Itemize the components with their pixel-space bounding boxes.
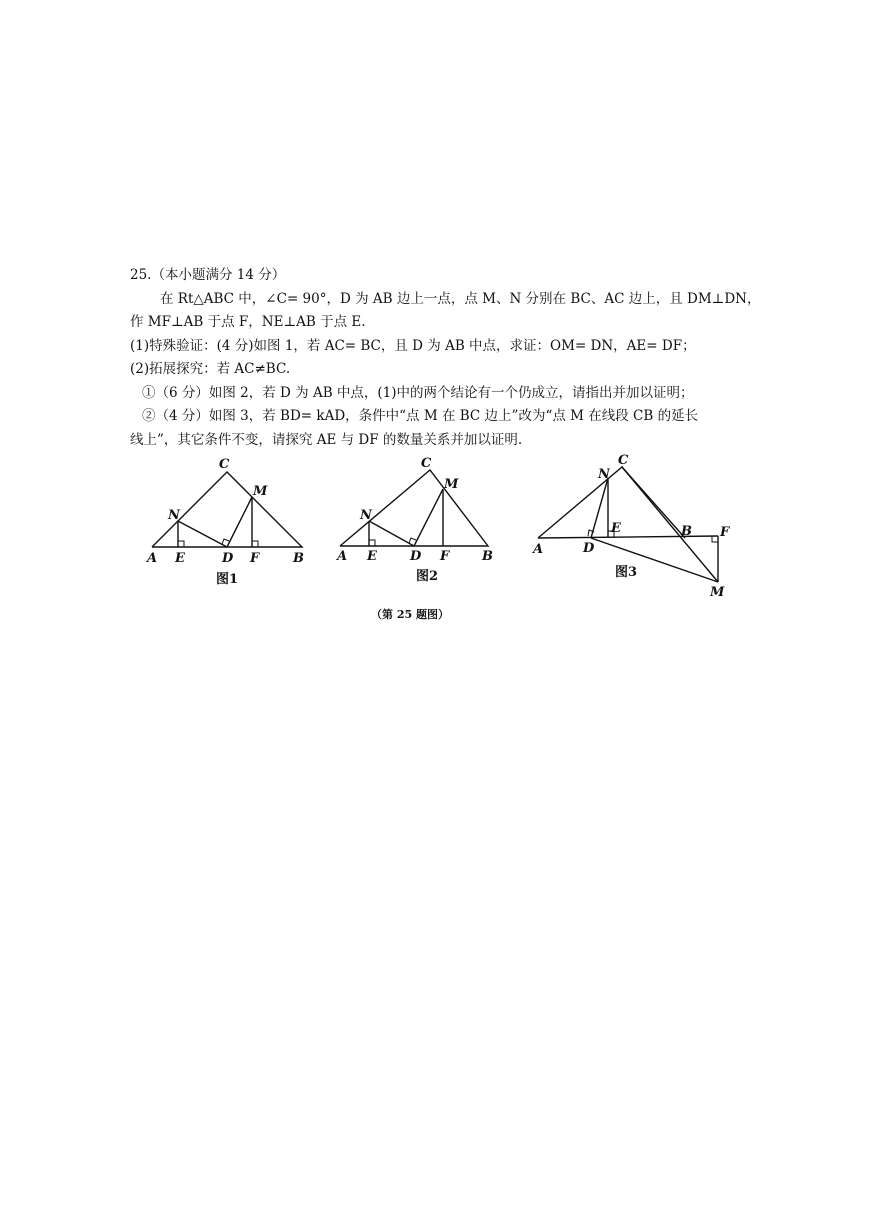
problem-header bbox=[130, 264, 750, 288]
figure-caption: （第 25 题图） bbox=[371, 608, 449, 621]
fig2-segment-DM bbox=[414, 489, 443, 546]
fig3-label-A: A bbox=[533, 542, 544, 557]
problem-part-2: (2)拓展探究：若 AC≠BC. bbox=[130, 361, 291, 377]
fig1-right-angle-D bbox=[222, 539, 229, 544]
fig2-right-angle-E bbox=[369, 540, 375, 546]
fig1-right-angle-F bbox=[252, 541, 258, 547]
fig3-label-B: B bbox=[681, 524, 692, 539]
problem-points: （本小题满分 14 分） bbox=[151, 267, 286, 283]
fig3-label-F: F bbox=[720, 525, 730, 540]
fig1-label-N: N bbox=[168, 508, 180, 523]
fig1-label-E: E bbox=[175, 551, 185, 566]
fig1-label-M: M bbox=[253, 484, 268, 499]
fig2-label-F: F bbox=[440, 549, 450, 564]
fig1-segment-DM bbox=[227, 497, 252, 547]
problem-part-1: (1)特殊验证：(4 分)如图 1，若 AC= BC，且 D 为 AB 中点，求证：OM= DN，AE= DF； bbox=[130, 337, 696, 354]
problem-number: 25. bbox=[130, 267, 152, 283]
figure-2-labels bbox=[335, 456, 493, 584]
fig3-right-angle-F bbox=[712, 536, 718, 542]
fig2-caption: 图2 bbox=[416, 569, 439, 584]
figures bbox=[130, 450, 750, 630]
fig2-label-E: E bbox=[367, 549, 377, 564]
fig3-label-M: M bbox=[710, 585, 725, 600]
fig3-segment-ND bbox=[591, 478, 608, 538]
problem-stem-2: 作 MF⊥AB 于点 F，NE⊥AB 于点 E. bbox=[130, 314, 366, 330]
problem-sub-2-line2: 线上”，其它条件不变，请探究 AE 与 DF 的数量关系并加以证明. bbox=[130, 431, 523, 448]
fig3-label-N: N bbox=[598, 467, 610, 482]
fig2-label-M: M bbox=[444, 477, 459, 492]
fig1-caption: 图1 bbox=[216, 572, 239, 587]
figure-3-labels bbox=[531, 453, 730, 600]
fig1-label-D: D bbox=[222, 551, 234, 566]
fig2-segment-ND bbox=[369, 521, 414, 546]
problem-sub-1: ①（6 分）如图 2，若 D 为 AB 中点，(1)中的两个结论有一个仍成立，请指出并加以证明； bbox=[142, 384, 694, 401]
fig3-caption: 图3 bbox=[615, 565, 638, 580]
fig3-label-E: E bbox=[611, 521, 621, 536]
fig3-label-D: D bbox=[583, 541, 595, 556]
fig2-label-D: D bbox=[410, 549, 422, 564]
fig1-label-A: A bbox=[147, 551, 158, 566]
fig1-segment-ND bbox=[178, 521, 227, 547]
fig2-label-N: N bbox=[360, 508, 372, 523]
problem-sub-2-line1: ②（4 分）如图 3，若 BD= kAD，条件中“点 M 在 BC 边上”改为“点 M 在线段 CB 的延长 bbox=[142, 408, 699, 424]
fig1-label-C: C bbox=[219, 457, 230, 472]
figure-1-labels bbox=[145, 457, 304, 587]
fig1-right-angle-E bbox=[178, 541, 184, 547]
fig2-label-A: A bbox=[337, 549, 348, 564]
fig2-label-C: C bbox=[421, 456, 432, 471]
fig2-right-angle-D bbox=[409, 538, 416, 543]
fig2-label-B: B bbox=[482, 549, 493, 564]
figures-svg bbox=[130, 450, 750, 610]
problem-stem-1: 在 Rt△ABC 中，∠C= 90°，D 为 AB 边上一点，点 M、N 分别在 BC、AC 边上，且 DM⊥DN， bbox=[160, 290, 761, 307]
problem-25 bbox=[130, 264, 761, 452]
fig1-label-B: B bbox=[293, 551, 304, 566]
fig1-label-F: F bbox=[250, 551, 260, 566]
fig3-label-C: C bbox=[618, 453, 629, 468]
